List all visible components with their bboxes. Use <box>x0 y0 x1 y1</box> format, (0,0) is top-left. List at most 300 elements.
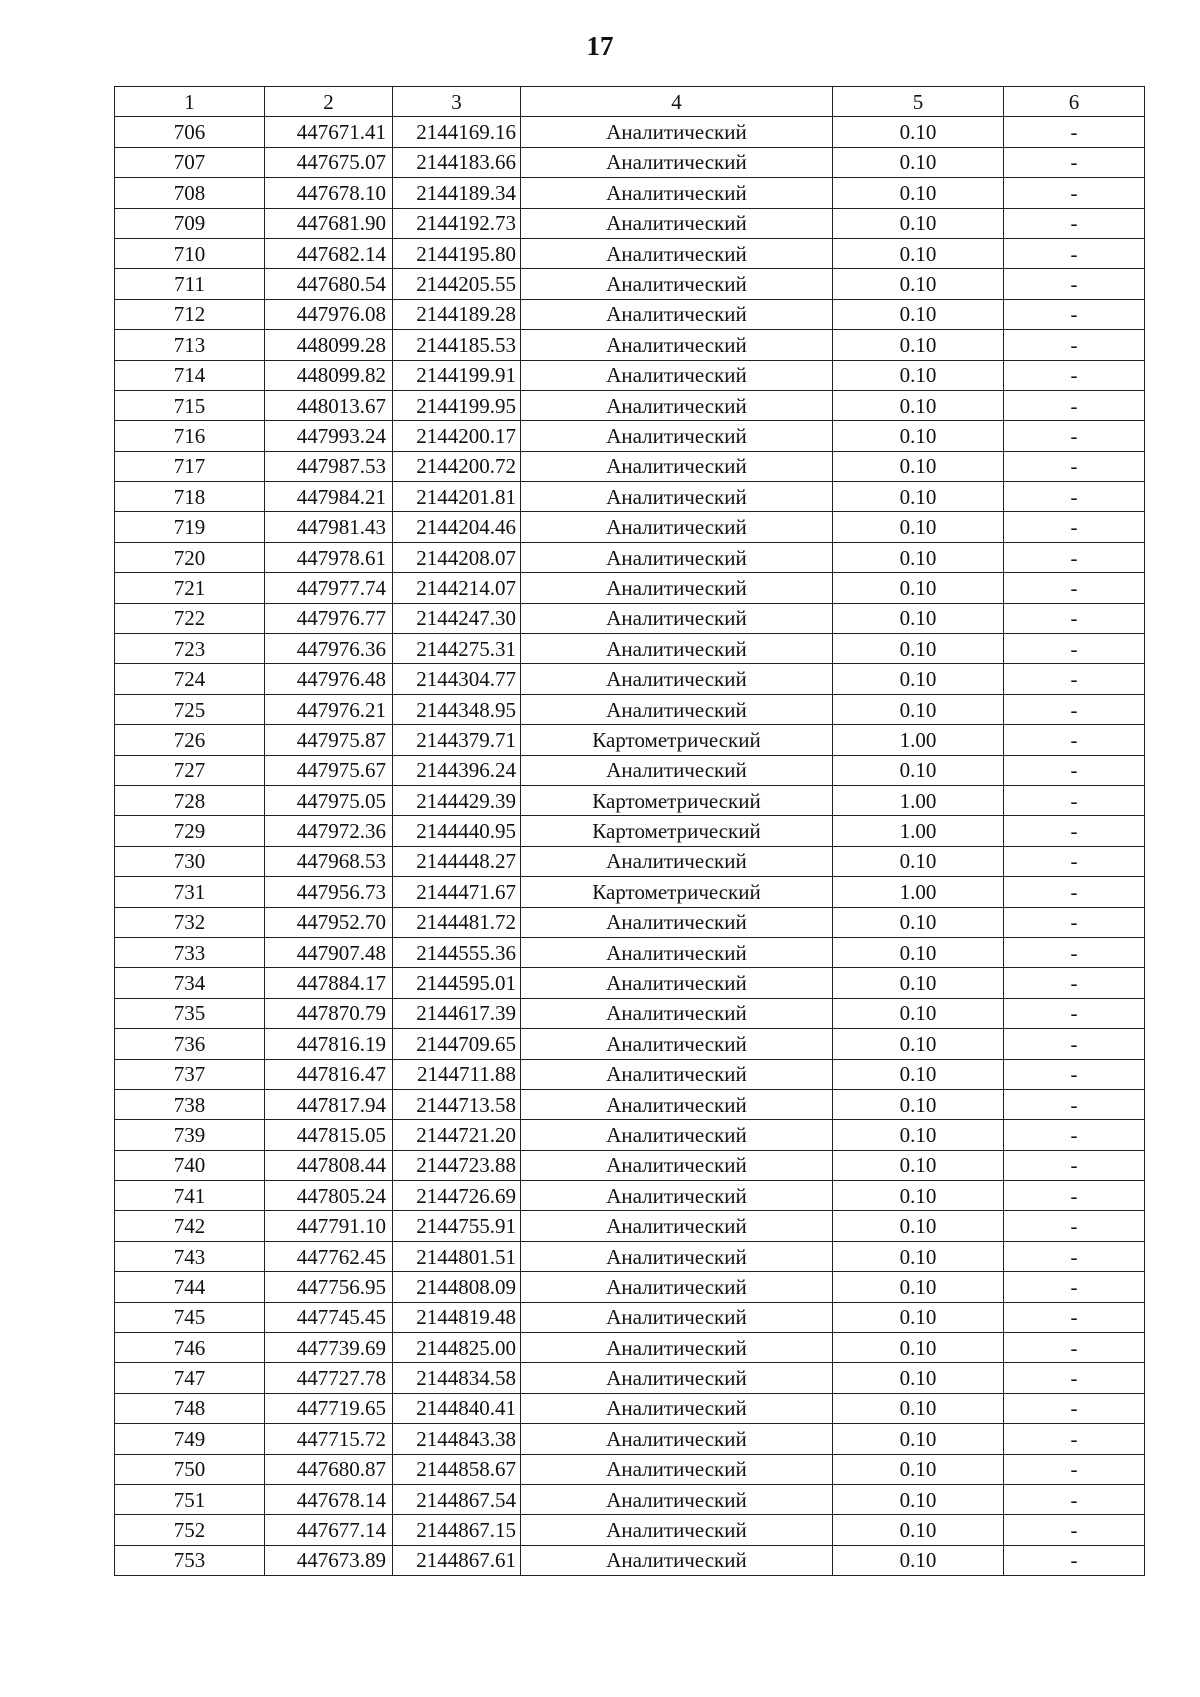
accuracy-cell: 0.10 <box>833 937 1004 967</box>
table-row <box>115 512 1145 542</box>
accuracy-cell: 0.10 <box>833 1454 1004 1484</box>
method-cell: Аналитический <box>521 238 833 268</box>
accuracy-cell: 0.10 <box>833 907 1004 937</box>
table-body <box>115 117 1145 1576</box>
point-number-cell: 747 <box>115 1363 265 1393</box>
x-coordinate-cell: 448013.67 <box>265 390 393 420</box>
note-cell: - <box>1004 1363 1145 1393</box>
y-coordinate-cell: 2144481.72 <box>393 907 521 937</box>
y-coordinate-cell: 2144214.07 <box>393 573 521 603</box>
note-cell: - <box>1004 1029 1145 1059</box>
y-coordinate-cell: 2144834.58 <box>393 1363 521 1393</box>
table-row <box>115 603 1145 633</box>
coordinates-table <box>114 86 1145 1576</box>
x-coordinate-cell: 447976.36 <box>265 634 393 664</box>
point-number-cell: 707 <box>115 147 265 177</box>
note-cell: - <box>1004 907 1145 937</box>
accuracy-cell: 0.10 <box>833 360 1004 390</box>
x-coordinate-cell: 447739.69 <box>265 1333 393 1363</box>
accuracy-cell: 0.10 <box>833 664 1004 694</box>
y-coordinate-cell: 2144617.39 <box>393 998 521 1028</box>
table-row <box>115 1059 1145 1089</box>
method-cell: Аналитический <box>521 1302 833 1332</box>
note-cell: - <box>1004 968 1145 998</box>
column-header-6: 6 <box>1004 87 1145 117</box>
y-coordinate-cell: 2144204.46 <box>393 512 521 542</box>
table-row <box>115 421 1145 451</box>
method-cell: Картометрический <box>521 725 833 755</box>
method-cell: Картометрический <box>521 816 833 846</box>
x-coordinate-cell: 447956.73 <box>265 877 393 907</box>
x-coordinate-cell: 447987.53 <box>265 451 393 481</box>
x-coordinate-cell: 447715.72 <box>265 1424 393 1454</box>
note-cell: - <box>1004 785 1145 815</box>
y-coordinate-cell: 2144396.24 <box>393 755 521 785</box>
table-row <box>115 542 1145 572</box>
y-coordinate-cell: 2144801.51 <box>393 1241 521 1271</box>
point-number-cell: 720 <box>115 542 265 572</box>
y-coordinate-cell: 2144867.61 <box>393 1545 521 1575</box>
point-number-cell: 710 <box>115 238 265 268</box>
x-coordinate-cell: 447952.70 <box>265 907 393 937</box>
point-number-cell: 753 <box>115 1545 265 1575</box>
note-cell: - <box>1004 1302 1145 1332</box>
accuracy-cell: 0.10 <box>833 694 1004 724</box>
y-coordinate-cell: 2144189.28 <box>393 299 521 329</box>
point-number-cell: 713 <box>115 330 265 360</box>
method-cell: Аналитический <box>521 360 833 390</box>
table-row <box>115 1150 1145 1180</box>
note-cell: - <box>1004 1120 1145 1150</box>
page-number: 17 <box>586 31 614 61</box>
note-cell: - <box>1004 269 1145 299</box>
table-row <box>115 360 1145 390</box>
accuracy-cell: 0.10 <box>833 269 1004 299</box>
column-header-1: 1 <box>115 87 265 117</box>
note-cell: - <box>1004 1484 1145 1514</box>
point-number-cell: 738 <box>115 1089 265 1119</box>
method-cell: Аналитический <box>521 1515 833 1545</box>
accuracy-cell: 0.10 <box>833 512 1004 542</box>
y-coordinate-cell: 2144208.07 <box>393 542 521 572</box>
note-cell: - <box>1004 1150 1145 1180</box>
table-row <box>115 664 1145 694</box>
y-coordinate-cell: 2144721.20 <box>393 1120 521 1150</box>
table-row <box>115 299 1145 329</box>
table-row <box>115 998 1145 1028</box>
y-coordinate-cell: 2144247.30 <box>393 603 521 633</box>
accuracy-cell: 0.10 <box>833 299 1004 329</box>
method-cell: Аналитический <box>521 968 833 998</box>
method-cell: Картометрический <box>521 785 833 815</box>
point-number-cell: 724 <box>115 664 265 694</box>
point-number-cell: 751 <box>115 1484 265 1514</box>
table-row <box>115 877 1145 907</box>
point-number-cell: 735 <box>115 998 265 1028</box>
method-cell: Аналитический <box>521 482 833 512</box>
accuracy-cell: 0.10 <box>833 1211 1004 1241</box>
y-coordinate-cell: 2144199.91 <box>393 360 521 390</box>
method-cell: Аналитический <box>521 147 833 177</box>
table-row <box>115 269 1145 299</box>
accuracy-cell: 0.10 <box>833 1272 1004 1302</box>
x-coordinate-cell: 447884.17 <box>265 968 393 998</box>
table-row <box>115 178 1145 208</box>
point-number-cell: 722 <box>115 603 265 633</box>
x-coordinate-cell: 447745.45 <box>265 1302 393 1332</box>
point-number-cell: 742 <box>115 1211 265 1241</box>
x-coordinate-cell: 447976.48 <box>265 664 393 694</box>
accuracy-cell: 0.10 <box>833 1424 1004 1454</box>
note-cell: - <box>1004 390 1145 420</box>
accuracy-cell: 0.10 <box>833 603 1004 633</box>
x-coordinate-cell: 447756.95 <box>265 1272 393 1302</box>
method-cell: Аналитический <box>521 1029 833 1059</box>
note-cell: - <box>1004 482 1145 512</box>
method-cell: Аналитический <box>521 1454 833 1484</box>
y-coordinate-cell: 2144709.65 <box>393 1029 521 1059</box>
x-coordinate-cell: 447815.05 <box>265 1120 393 1150</box>
accuracy-cell: 0.10 <box>833 330 1004 360</box>
accuracy-cell: 1.00 <box>833 725 1004 755</box>
x-coordinate-cell: 447678.10 <box>265 178 393 208</box>
note-cell: - <box>1004 664 1145 694</box>
column-header-5: 5 <box>833 87 1004 117</box>
x-coordinate-cell: 447984.21 <box>265 482 393 512</box>
method-cell: Аналитический <box>521 208 833 238</box>
method-cell: Аналитический <box>521 1424 833 1454</box>
y-coordinate-cell: 2144471.67 <box>393 877 521 907</box>
note-cell: - <box>1004 421 1145 451</box>
note-cell: - <box>1004 694 1145 724</box>
y-coordinate-cell: 2144183.66 <box>393 147 521 177</box>
note-cell: - <box>1004 1545 1145 1575</box>
point-number-cell: 729 <box>115 816 265 846</box>
y-coordinate-cell: 2144200.72 <box>393 451 521 481</box>
method-cell: Аналитический <box>521 603 833 633</box>
accuracy-cell: 0.10 <box>833 1120 1004 1150</box>
point-number-cell: 708 <box>115 178 265 208</box>
y-coordinate-cell: 2144304.77 <box>393 664 521 694</box>
table-row <box>115 1363 1145 1393</box>
point-number-cell: 733 <box>115 937 265 967</box>
note-cell: - <box>1004 178 1145 208</box>
note-cell: - <box>1004 1333 1145 1363</box>
accuracy-cell: 0.10 <box>833 1150 1004 1180</box>
x-coordinate-cell: 447978.61 <box>265 542 393 572</box>
note-cell: - <box>1004 1454 1145 1484</box>
x-coordinate-cell: 447972.36 <box>265 816 393 846</box>
method-cell: Аналитический <box>521 390 833 420</box>
accuracy-cell: 0.10 <box>833 1393 1004 1423</box>
point-number-cell: 749 <box>115 1424 265 1454</box>
method-cell: Аналитический <box>521 1120 833 1150</box>
x-coordinate-cell: 447682.14 <box>265 238 393 268</box>
y-coordinate-cell: 2144595.01 <box>393 968 521 998</box>
method-cell: Картометрический <box>521 877 833 907</box>
accuracy-cell: 0.10 <box>833 1089 1004 1119</box>
method-cell: Аналитический <box>521 755 833 785</box>
x-coordinate-cell: 447681.90 <box>265 208 393 238</box>
method-cell: Аналитический <box>521 1241 833 1271</box>
y-coordinate-cell: 2144195.80 <box>393 238 521 268</box>
y-coordinate-cell: 2144205.55 <box>393 269 521 299</box>
point-number-cell: 740 <box>115 1150 265 1180</box>
x-coordinate-cell: 447762.45 <box>265 1241 393 1271</box>
note-cell: - <box>1004 1424 1145 1454</box>
method-cell: Аналитический <box>521 299 833 329</box>
method-cell: Аналитический <box>521 634 833 664</box>
point-number-cell: 725 <box>115 694 265 724</box>
y-coordinate-cell: 2144843.38 <box>393 1424 521 1454</box>
table-row <box>115 1241 1145 1271</box>
note-cell: - <box>1004 360 1145 390</box>
note-cell: - <box>1004 725 1145 755</box>
x-coordinate-cell: 447805.24 <box>265 1181 393 1211</box>
accuracy-cell: 0.10 <box>833 846 1004 876</box>
accuracy-cell: 0.10 <box>833 573 1004 603</box>
table-row <box>115 907 1145 937</box>
table-row <box>115 1393 1145 1423</box>
x-coordinate-cell: 447680.54 <box>265 269 393 299</box>
accuracy-cell: 0.10 <box>833 1302 1004 1332</box>
accuracy-cell: 0.10 <box>833 117 1004 147</box>
point-number-cell: 728 <box>115 785 265 815</box>
accuracy-cell: 0.10 <box>833 421 1004 451</box>
table-row <box>115 1333 1145 1363</box>
table-header <box>115 87 1145 117</box>
note-cell: - <box>1004 542 1145 572</box>
table-row <box>115 117 1145 147</box>
table-row <box>115 330 1145 360</box>
accuracy-cell: 0.10 <box>833 1333 1004 1363</box>
point-number-cell: 748 <box>115 1393 265 1423</box>
accuracy-cell: 0.10 <box>833 1363 1004 1393</box>
method-cell: Аналитический <box>521 907 833 937</box>
point-number-cell: 726 <box>115 725 265 755</box>
point-number-cell: 741 <box>115 1181 265 1211</box>
x-coordinate-cell: 447976.77 <box>265 603 393 633</box>
y-coordinate-cell: 2144867.15 <box>393 1515 521 1545</box>
note-cell: - <box>1004 816 1145 846</box>
table-row <box>115 937 1145 967</box>
table-row <box>115 846 1145 876</box>
table-row <box>115 1181 1145 1211</box>
point-number-cell: 723 <box>115 634 265 664</box>
y-coordinate-cell: 2144189.34 <box>393 178 521 208</box>
column-header-4: 4 <box>521 87 833 117</box>
method-cell: Аналитический <box>521 542 833 572</box>
table-row <box>115 1211 1145 1241</box>
point-number-cell: 734 <box>115 968 265 998</box>
x-coordinate-cell: 447680.87 <box>265 1454 393 1484</box>
accuracy-cell: 0.10 <box>833 147 1004 177</box>
table-row <box>115 1484 1145 1514</box>
x-coordinate-cell: 447975.05 <box>265 785 393 815</box>
note-cell: - <box>1004 603 1145 633</box>
x-coordinate-cell: 447907.48 <box>265 937 393 967</box>
y-coordinate-cell: 2144379.71 <box>393 725 521 755</box>
method-cell: Аналитический <box>521 1181 833 1211</box>
table-row <box>115 1302 1145 1332</box>
note-cell: - <box>1004 1181 1145 1211</box>
method-cell: Аналитический <box>521 117 833 147</box>
point-number-cell: 721 <box>115 573 265 603</box>
accuracy-cell: 0.10 <box>833 542 1004 572</box>
x-coordinate-cell: 447816.47 <box>265 1059 393 1089</box>
point-number-cell: 750 <box>115 1454 265 1484</box>
table-row <box>115 1515 1145 1545</box>
accuracy-cell: 0.10 <box>833 390 1004 420</box>
x-coordinate-cell: 447968.53 <box>265 846 393 876</box>
x-coordinate-cell: 447678.14 <box>265 1484 393 1514</box>
table-row <box>115 208 1145 238</box>
table-row <box>115 1454 1145 1484</box>
y-coordinate-cell: 2144429.39 <box>393 785 521 815</box>
table-row <box>115 1424 1145 1454</box>
note-cell: - <box>1004 573 1145 603</box>
y-coordinate-cell: 2144200.17 <box>393 421 521 451</box>
point-number-cell: 752 <box>115 1515 265 1545</box>
method-cell: Аналитический <box>521 512 833 542</box>
y-coordinate-cell: 2144199.95 <box>393 390 521 420</box>
x-coordinate-cell: 448099.28 <box>265 330 393 360</box>
table-row <box>115 482 1145 512</box>
table-row <box>115 725 1145 755</box>
table-row <box>115 755 1145 785</box>
accuracy-cell: 0.10 <box>833 1029 1004 1059</box>
method-cell: Аналитический <box>521 694 833 724</box>
table-row <box>115 1272 1145 1302</box>
point-number-cell: 739 <box>115 1120 265 1150</box>
column-header-2: 2 <box>265 87 393 117</box>
point-number-cell: 736 <box>115 1029 265 1059</box>
table-row <box>115 238 1145 268</box>
method-cell: Аналитический <box>521 421 833 451</box>
point-number-cell: 731 <box>115 877 265 907</box>
point-number-cell: 737 <box>115 1059 265 1089</box>
accuracy-cell: 1.00 <box>833 816 1004 846</box>
accuracy-cell: 0.10 <box>833 482 1004 512</box>
point-number-cell: 715 <box>115 390 265 420</box>
point-number-cell: 718 <box>115 482 265 512</box>
x-coordinate-cell: 447977.74 <box>265 573 393 603</box>
y-coordinate-cell: 2144555.36 <box>393 937 521 967</box>
y-coordinate-cell: 2144448.27 <box>393 846 521 876</box>
method-cell: Аналитический <box>521 178 833 208</box>
table-row <box>115 451 1145 481</box>
y-coordinate-cell: 2144711.88 <box>393 1059 521 1089</box>
method-cell: Аналитический <box>521 937 833 967</box>
note-cell: - <box>1004 147 1145 177</box>
point-number-cell: 743 <box>115 1241 265 1271</box>
column-header-3: 3 <box>393 87 521 117</box>
y-coordinate-cell: 2144185.53 <box>393 330 521 360</box>
method-cell: Аналитический <box>521 1363 833 1393</box>
x-coordinate-cell: 447671.41 <box>265 117 393 147</box>
y-coordinate-cell: 2144808.09 <box>393 1272 521 1302</box>
y-coordinate-cell: 2144713.58 <box>393 1089 521 1119</box>
y-coordinate-cell: 2144275.31 <box>393 634 521 664</box>
note-cell: - <box>1004 1515 1145 1545</box>
point-number-cell: 744 <box>115 1272 265 1302</box>
accuracy-cell: 0.10 <box>833 1241 1004 1271</box>
accuracy-cell: 0.10 <box>833 755 1004 785</box>
x-coordinate-cell: 448099.82 <box>265 360 393 390</box>
table-row <box>115 968 1145 998</box>
note-cell: - <box>1004 299 1145 329</box>
accuracy-cell: 0.10 <box>833 1059 1004 1089</box>
method-cell: Аналитический <box>521 1089 833 1119</box>
x-coordinate-cell: 447727.78 <box>265 1363 393 1393</box>
table-row <box>115 785 1145 815</box>
x-coordinate-cell: 447791.10 <box>265 1211 393 1241</box>
accuracy-cell: 0.10 <box>833 178 1004 208</box>
accuracy-cell: 0.10 <box>833 1181 1004 1211</box>
y-coordinate-cell: 2144858.67 <box>393 1454 521 1484</box>
y-coordinate-cell: 2144440.95 <box>393 816 521 846</box>
note-cell: - <box>1004 208 1145 238</box>
accuracy-cell: 0.10 <box>833 451 1004 481</box>
method-cell: Аналитический <box>521 998 833 1028</box>
note-cell: - <box>1004 451 1145 481</box>
accuracy-cell: 0.10 <box>833 1484 1004 1514</box>
method-cell: Аналитический <box>521 1333 833 1363</box>
note-cell: - <box>1004 877 1145 907</box>
x-coordinate-cell: 447975.67 <box>265 755 393 785</box>
y-coordinate-cell: 2144192.73 <box>393 208 521 238</box>
x-coordinate-cell: 447675.07 <box>265 147 393 177</box>
table-row <box>115 573 1145 603</box>
x-coordinate-cell: 447870.79 <box>265 998 393 1028</box>
point-number-cell: 717 <box>115 451 265 481</box>
accuracy-cell: 0.10 <box>833 968 1004 998</box>
method-cell: Аналитический <box>521 1211 833 1241</box>
accuracy-cell: 1.00 <box>833 877 1004 907</box>
accuracy-cell: 0.10 <box>833 1515 1004 1545</box>
method-cell: Аналитический <box>521 451 833 481</box>
x-coordinate-cell: 447976.21 <box>265 694 393 724</box>
x-coordinate-cell: 447673.89 <box>265 1545 393 1575</box>
point-number-cell: 714 <box>115 360 265 390</box>
y-coordinate-cell: 2144840.41 <box>393 1393 521 1423</box>
method-cell: Аналитический <box>521 846 833 876</box>
y-coordinate-cell: 2144726.69 <box>393 1181 521 1211</box>
table-row <box>115 634 1145 664</box>
table-row <box>115 694 1145 724</box>
note-cell: - <box>1004 117 1145 147</box>
note-cell: - <box>1004 998 1145 1028</box>
x-coordinate-cell: 447719.65 <box>265 1393 393 1423</box>
point-number-cell: 732 <box>115 907 265 937</box>
method-cell: Аналитический <box>521 664 833 694</box>
y-coordinate-cell: 2144723.88 <box>393 1150 521 1180</box>
y-coordinate-cell: 2144348.95 <box>393 694 521 724</box>
x-coordinate-cell: 447677.14 <box>265 1515 393 1545</box>
note-cell: - <box>1004 1241 1145 1271</box>
note-cell: - <box>1004 755 1145 785</box>
point-number-cell: 716 <box>115 421 265 451</box>
table-row <box>115 1545 1145 1575</box>
header-row <box>115 87 1145 117</box>
point-number-cell: 746 <box>115 1333 265 1363</box>
note-cell: - <box>1004 330 1145 360</box>
point-number-cell: 730 <box>115 846 265 876</box>
y-coordinate-cell: 2144169.16 <box>393 117 521 147</box>
note-cell: - <box>1004 512 1145 542</box>
table-row <box>115 1120 1145 1150</box>
note-cell: - <box>1004 937 1145 967</box>
